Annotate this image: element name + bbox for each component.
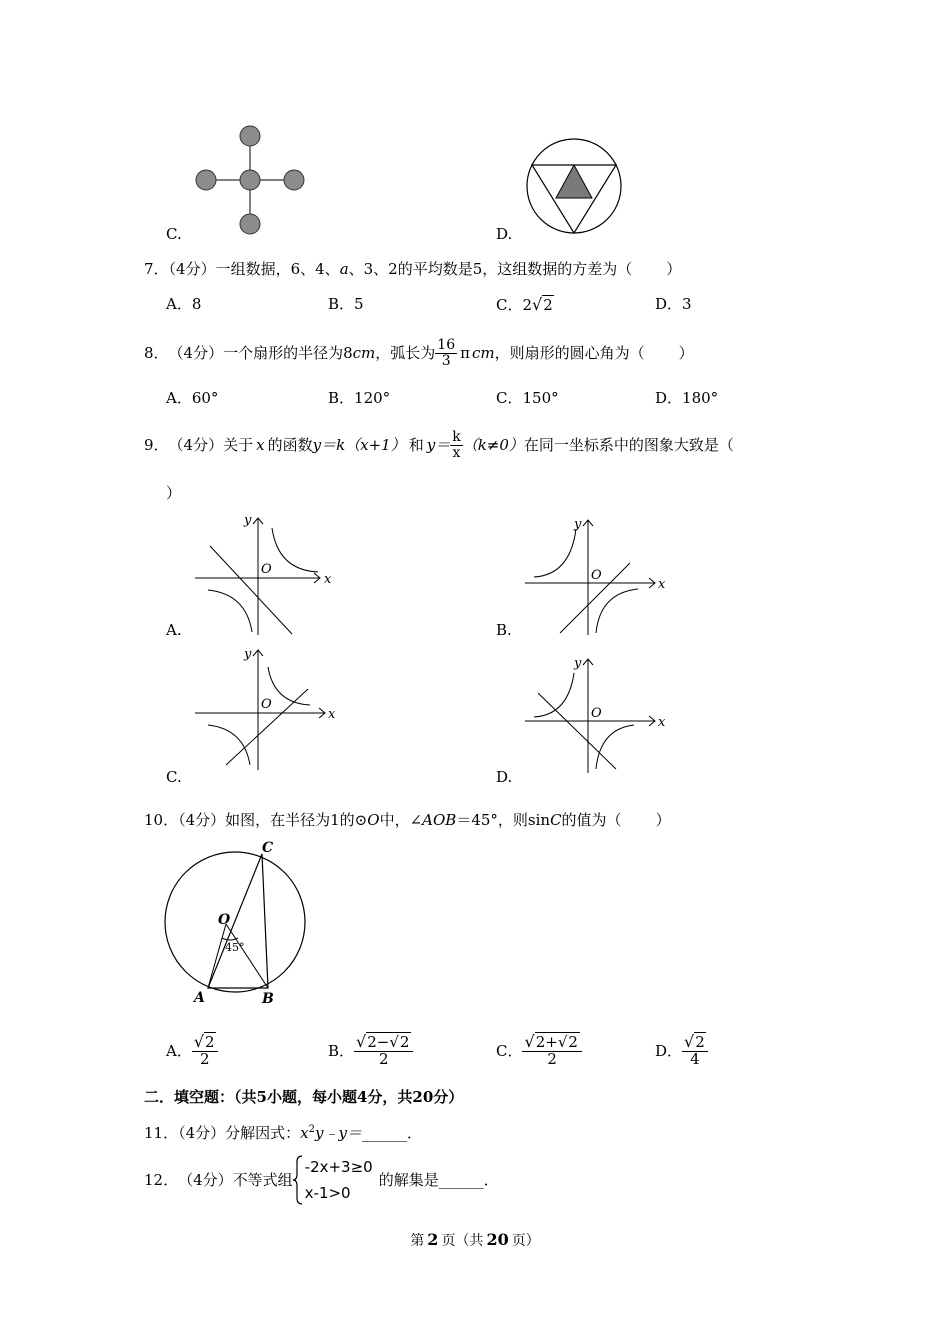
q10-stem xyxy=(144,813,671,828)
q10-paren-close: ） xyxy=(655,811,671,829)
footer-total-pages: 20 xyxy=(486,1230,509,1249)
q7-var-a: a xyxy=(339,260,349,278)
q10-option-d-frac: $\frac{√2}{4}$ xyxy=(682,1034,708,1068)
q9-number: 9． xyxy=(144,435,169,454)
q10-label-angle: 45° xyxy=(225,941,245,954)
q9-linear-func: y＝k（x+1） xyxy=(312,435,406,454)
q10-option-d xyxy=(655,1028,708,1074)
q9-graph-a-x-label: x xyxy=(324,572,332,587)
q6-cross-figure xyxy=(190,125,310,235)
q8-text-c: ，则扇形的圆心角为（ xyxy=(494,343,645,362)
q12-text-a: 不等式组 xyxy=(232,1170,293,1189)
q8-unit-cm2: cm xyxy=(471,343,495,362)
q9-graph-c-svg xyxy=(190,645,340,775)
q9-graph-a xyxy=(190,510,340,640)
q11-expr-sup: 2 xyxy=(308,1124,315,1135)
q10-option-b xyxy=(328,1028,413,1074)
q7-option-c-label: C． xyxy=(496,296,523,314)
q10-text-b: 中，∠ xyxy=(379,811,423,829)
q10-option-c-frac: $\frac{√2+√2}{2}$ xyxy=(522,1034,581,1068)
q10-option-a-label: A． xyxy=(166,1041,192,1060)
q12-left-brace-icon xyxy=(293,1154,303,1206)
q10-var-o: O xyxy=(367,811,380,829)
q8-number: 8． xyxy=(144,343,169,362)
q9-graph-a-y-label: y xyxy=(244,513,252,528)
q9-var-x: x xyxy=(256,435,265,454)
q10-circle-figure xyxy=(160,838,320,1013)
q12-score: （4分） xyxy=(178,1170,233,1189)
q9-option-b: B. xyxy=(496,621,512,639)
q9-score: （4分） xyxy=(168,435,224,454)
q12-end: ． xyxy=(483,1170,499,1189)
q9-text-a: 关于 xyxy=(223,435,254,454)
q9-graph-b-y-label: y xyxy=(574,517,582,532)
q9-graph-c-x-label: x xyxy=(328,707,336,722)
q10-option-c-den: 2 xyxy=(547,1050,557,1069)
q9-graph-b-x-label: x xyxy=(658,577,666,592)
q7-option-c-radicand: 2 xyxy=(543,296,553,314)
q7-option-c-coef: 2 xyxy=(522,296,533,314)
q12-blank: ______ xyxy=(438,1170,484,1189)
q10-option-a-radicand: 2 xyxy=(205,1033,215,1052)
q7-text-b: 、3、2的平均数是5，这组数据的方差为（ xyxy=(348,260,633,278)
q9-graph-d-svg xyxy=(520,655,670,775)
q10-option-d-radicand: 2 xyxy=(695,1033,705,1052)
q10-var-c: C xyxy=(550,811,562,829)
footer-post: 页） xyxy=(511,1233,540,1249)
q12-inequality-2: x-1>0 xyxy=(304,1184,351,1202)
q11-stem xyxy=(144,1125,422,1141)
q10-option-c-inner: 2+ xyxy=(535,1033,558,1052)
q10-text-a: 如图，在半径为1的⊙ xyxy=(225,811,368,829)
footer-page-number: 2 xyxy=(427,1230,439,1249)
q10-option-d-den: 4 xyxy=(690,1050,700,1069)
q8-frac-num: 16 xyxy=(437,336,456,353)
q10-score: （4分） xyxy=(178,811,226,829)
q8-pi: π xyxy=(460,343,470,362)
q11-expr-x: x xyxy=(300,1124,309,1142)
q8-option-d: D．180° xyxy=(655,389,719,407)
q7-paren-close: ） xyxy=(666,260,682,278)
q10-number: 10． xyxy=(144,811,179,829)
q9-y-eq: y＝ xyxy=(426,435,451,454)
q8-option-a: A．60° xyxy=(166,389,219,407)
q9-graph-d-y-label: y xyxy=(574,656,582,671)
q9-graph-c-origin: O xyxy=(261,697,272,712)
q9-text-d: 在同一坐标系中的图象大致是（ xyxy=(523,435,734,454)
q6-figure-d xyxy=(520,132,630,242)
q7-stem xyxy=(144,262,681,277)
q10-option-c xyxy=(496,1028,582,1074)
q9-option-a: A. xyxy=(166,621,182,639)
q9-graph-a-origin: O xyxy=(261,562,272,577)
footer-mid: 页（共 xyxy=(441,1233,484,1249)
q8-option-b: B．120° xyxy=(328,389,391,407)
q9-inverse-fraction xyxy=(450,430,462,460)
q10-text-c: ＝45°，则sin xyxy=(456,811,551,829)
q10-var-aob: AOB xyxy=(422,811,457,829)
q10-option-b-inner: 2− xyxy=(367,1033,390,1052)
q11-number: 11． xyxy=(144,1124,179,1142)
q7-number: 7． xyxy=(144,260,169,278)
q8-arc-fraction xyxy=(435,338,457,368)
footer-pre: 第 xyxy=(410,1233,425,1249)
q7-score: （4分） xyxy=(168,260,216,278)
q9-stem xyxy=(144,426,734,464)
q10-label-o: O xyxy=(218,912,231,928)
q8-text-b: ，弧长为 xyxy=(375,343,436,362)
q11-score: （4分） xyxy=(178,1124,226,1142)
q10-option-b-radicand: 2 xyxy=(399,1033,410,1052)
q10-option-a xyxy=(166,1028,218,1074)
q10-option-b-label: B． xyxy=(328,1041,355,1060)
q11-end: ． xyxy=(406,1124,422,1142)
q7-option-a: A．8 xyxy=(166,295,202,313)
q7-option-b: B．5 xyxy=(328,295,364,313)
q7-option-c: C．2√2 xyxy=(496,295,553,314)
q12-stem xyxy=(144,1152,499,1208)
q10-label-c: C xyxy=(262,840,274,856)
q6-figure-c xyxy=(190,125,310,235)
q10-label-a: A xyxy=(194,990,205,1006)
q8-unit-cm: cm xyxy=(352,343,376,362)
q8-text-a: 一个扇形的半径为8 xyxy=(223,343,353,362)
q7-text-a: 一组数据，6、4、 xyxy=(215,260,340,278)
q9-graph-d xyxy=(520,655,670,775)
q9-text-c: 和 xyxy=(408,435,424,454)
q8-option-c: C．150° xyxy=(496,389,559,407)
q9-option-d: D. xyxy=(496,768,513,786)
q9-graph-c-y-label: y xyxy=(244,647,252,662)
q11-text-a: 分解因式： xyxy=(225,1124,301,1142)
q9-graph-d-x-label: x xyxy=(658,715,666,730)
q8-stem xyxy=(144,334,694,372)
q12-inequality-system xyxy=(295,1154,373,1206)
q9-paren-close: ） xyxy=(166,484,182,502)
q12-inequality-1: -2x+3≥0 xyxy=(304,1158,373,1176)
q10-figure xyxy=(160,838,320,1013)
section-2-title: 二．填空题：（共5小题，每小题4分，共20分） xyxy=(144,1088,464,1106)
q12-number: 12． xyxy=(144,1170,179,1189)
q9-graph-c xyxy=(190,645,340,775)
q6-circle-triangle-figure xyxy=(520,132,630,242)
q12-text-b: 的解集是 xyxy=(378,1170,439,1189)
q9-text-b: 的函数 xyxy=(267,435,313,454)
q8-paren-close: ） xyxy=(678,343,694,362)
q8-score: （4分） xyxy=(168,343,224,362)
q6-option-d: D. xyxy=(496,225,513,243)
q9-graph-a-svg xyxy=(190,510,340,640)
q9-graph-b xyxy=(520,515,670,640)
q8-frac-den: 3 xyxy=(441,352,451,369)
q9-option-c: C. xyxy=(166,768,182,786)
q9-graph-d-origin: O xyxy=(591,706,602,721)
q10-text-d: 的值为（ xyxy=(561,811,622,829)
q10-option-a-den: 2 xyxy=(199,1050,210,1069)
q6-option-c: C. xyxy=(166,225,182,243)
q10-option-c-label: C． xyxy=(496,1041,523,1060)
q10-option-a-frac: $\frac{√2}{2}$ xyxy=(192,1034,218,1068)
q9-frac-den: x xyxy=(452,444,461,461)
q10-option-d-label: D． xyxy=(655,1041,683,1060)
q9-condition: （k≠0） xyxy=(462,435,524,454)
q10-option-c-radicand: 2 xyxy=(568,1033,578,1052)
page-footer xyxy=(0,1232,950,1248)
q7-option-d: D．3 xyxy=(655,295,692,313)
q9-graph-b-svg xyxy=(520,515,670,640)
q9-frac-num: k xyxy=(452,428,461,445)
q11-blank: ______ xyxy=(361,1124,407,1142)
q10-option-b-frac: $\frac{√2-√2}{2}$ xyxy=(354,1034,413,1068)
q10-label-b: B xyxy=(262,991,274,1007)
q10-option-b-den: 2 xyxy=(378,1050,389,1069)
q9-graph-b-origin: O xyxy=(591,568,602,583)
q11-expr-rest: y﹣y＝ xyxy=(315,1124,362,1142)
